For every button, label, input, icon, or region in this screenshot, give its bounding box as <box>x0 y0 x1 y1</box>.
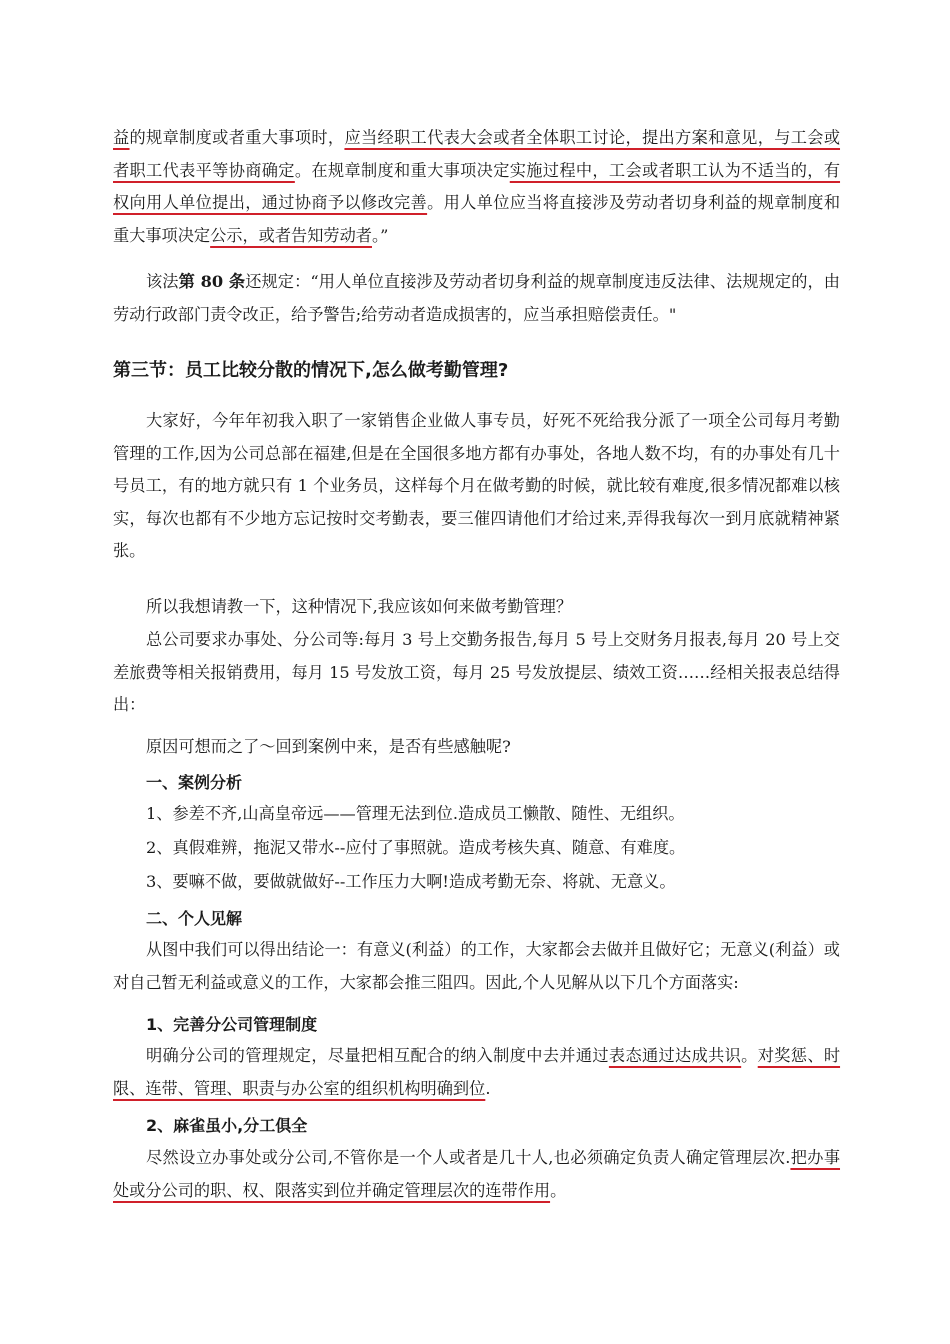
text-span: 尽然设立办事处或分公司,不管你是一个人或者是几十人,也必须确定负责人确定管理层次. <box>146 1148 791 1167</box>
section-title: 第三节：员工比较分散的情况下,怎么做考勤管理? <box>113 360 509 381</box>
underlined-text: 表态通过达成共识 <box>608 1046 742 1065</box>
text-span: 。在规章制度和重大事项决定 <box>294 160 510 180</box>
paragraph-ask: 所以我想请教一下，这种情况下,我应该如何来做考勤管理？ <box>146 597 573 616</box>
text-span: 。用人单位应当将直接涉及劳动者切身利益的规章制度和重大事项决定 <box>113 193 841 245</box>
underlined-text: 公示，或者告知劳动者 <box>210 225 372 245</box>
paragraph-question: 大家好，今年年初我入职了一家销售企业做人事专员，好死不死给我分派了一项全公司每月考勤管理的工作,因为公司总部在福建,但是在全国很多地方都有办事处，各地人数不均，有的办事处有几十号员工，有的地方就只有 1 个业务员，这样每个月在做考勤的时候，就比较有难度,很多情况都难以核实，每次也都有不少地方忘记按时交考勤表，要三催四请他们才给过来,弄得我每次一到月底就精神紧张。 <box>113 411 840 561</box>
list-item: 1、参差不齐,山高皇帝远——管理无法到位.造成员工懒散、随性、无组织。 <box>146 804 685 823</box>
text-span: 的规章制度或者重大事项时， <box>129 128 345 147</box>
heading-division-of-labor: 2、麻雀虽小,分工俱全 <box>146 1116 308 1135</box>
paragraph-conclusion: 从图中我们可以得出结论一：有意义(利益）的工作，大家都会去做并且做好它；无意义(利益）或对自己暂无利益或意义的工作，大家都会推三阻四。因此,个人见解从以下几个方面落实: <box>113 940 840 992</box>
text-span: 。” <box>372 225 389 245</box>
heading-case-analysis: 一、案例分析 <box>146 773 243 792</box>
text-span: 。 <box>741 1046 758 1065</box>
heading-improve-system: 1、完善分公司管理制度 <box>146 1015 318 1034</box>
heading-personal-view: 二、个人见解 <box>146 909 243 928</box>
underlined-text: 把办事处或分公司的职、权、限落实到位并确定管理层次的连带作用 <box>113 1148 841 1200</box>
underlined-text: 益 <box>113 128 130 147</box>
paragraph-branch-office <box>113 1142 840 1207</box>
text-span: 。 <box>550 1180 567 1200</box>
underlined-text: 对奖惩、时限、连带、管理、职责与办公室的组织机构明确到位 <box>113 1046 841 1098</box>
list-item: 2、真假难辨，拖泥又带水--应付了事照就。造成考核失真、随意、有难度。 <box>146 838 686 857</box>
list-item: 3、要嘛不做，要做就做好--工作压力大啊!造成考勤无奈、将就、无意义。 <box>146 872 676 891</box>
paragraph-management-rules <box>113 1040 840 1105</box>
article-number: 第 80 条 <box>178 272 246 291</box>
text-span: 该法 <box>146 272 179 291</box>
text-span: . <box>485 1078 491 1098</box>
underlined-text: 实施过程中，工会或者职工认为不适当的，有权向用人单位提出，通过协商予以修改完善 <box>113 160 841 213</box>
paragraph-reason: 原因可想而之了～回到案例中来，是否有些感触呢? <box>146 737 511 756</box>
paragraph-schedule: 总公司要求办事处、分公司等:每月 3 号上交勤务报告,每月 5 号上交财务月报表,每月 20 号上交差旅费等相关报销费用，每月 15 号发放工资，每月 25 号发放提层、绩效工资……经相关报表总结得出： <box>113 630 840 715</box>
paragraph-article-80 <box>113 266 840 331</box>
text-span: 还规定：“用人单位直接涉及劳动者切身利益的规章制度违反法律、法规规定的，由劳动行政部门责令改正，给予警告;给劳动者造成损害的，应当承担赔偿责任。" <box>113 272 840 324</box>
underlined-text: 应当经职工代表大会或者全体职工讨论，提出方案和意见，与工会或者职工代表平等协商确定 <box>113 128 841 180</box>
paragraph-labor-law <box>113 122 840 252</box>
text-span: 明确分公司的管理规定，尽量把相互配合的纳入制度中去并通过 <box>146 1046 609 1065</box>
